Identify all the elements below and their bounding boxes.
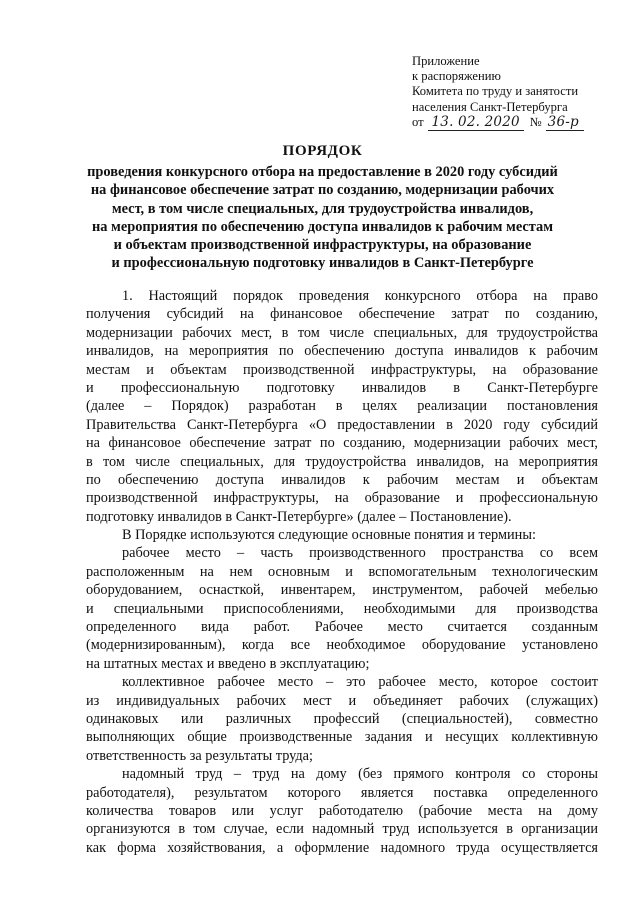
paragraph-line: местам и объектам производственной инфраструктуры, на образование <box>86 361 598 378</box>
paragraph-line: в том числе специальных, для трудоустройства инвалидов, на мероприятия <box>86 453 598 470</box>
paragraph-line: и специальными приспособлениями, необходимыми для производства <box>86 600 598 617</box>
paragraph-line: из индивидуальных рабочих мест и объединяет рабочих (служащих) <box>86 692 598 709</box>
from-label: от <box>412 114 424 129</box>
paragraph-line: Правительства Санкт-Петербурга «О предоставлении в 2020 году субсидий <box>86 416 598 433</box>
paragraph-line: получения субсидий на финансовое обеспечение затрат по созданию, <box>86 306 598 323</box>
paragraph-line: подготовку инвалидов в Санкт-Петербурге» (далее – Постановление). <box>86 508 512 525</box>
paragraph-line: 1. Настоящий порядок проведения конкурсного отбора на право <box>122 288 598 304</box>
appendix-line-3: Комитета по труду и занятости <box>412 84 579 99</box>
title-line: и профессиональную подготовку инвалидов в Санкт-Петербурге <box>111 255 534 272</box>
paragraph-line: количества товаров или услуг работодателю (рабочие места на дому <box>86 802 598 819</box>
paragraph-line: на штатных местах и введено в эксплуатацию; <box>86 655 370 672</box>
paragraph-line: выполняющих общие производственные задания и несущих коллективную <box>86 729 598 746</box>
paragraph-line: модернизации рабочих мест, в том числе специальных, для трудоустройства <box>86 324 598 341</box>
paragraph-line: ответственность за результаты труда; <box>86 747 314 764</box>
paragraph-line: надомный труд – труд на дому (без прямого контроля со стороны <box>122 766 598 783</box>
paragraph-line: на финансовое обеспечение затрат по созданию, модернизации рабочих мест, <box>86 435 598 452</box>
appendix-line-2: к распоряжению <box>412 69 501 84</box>
appendix-date-row <box>412 115 612 131</box>
title-line: на мероприятия по обеспечению доступа инвалидов к рабочим местам <box>91 218 554 235</box>
title-line: мест, в том числе специальных, для трудоустройства инвалидов, <box>111 200 534 217</box>
paragraph-line: производственной инфраструктуры, на образование и профессиональную <box>86 490 598 507</box>
paragraph-line: по обеспечению доступа инвалидов к рабочим местам и объектам <box>86 471 598 488</box>
paragraph-line: определенного вида работ. Рабочее место считается созданным <box>86 619 598 636</box>
paragraph-line: (модернизированным), когда все необходимое оборудование установлено <box>86 637 598 654</box>
appendix-line-4: населения Санкт-Петербурга <box>412 99 568 114</box>
appendix-line-1: Приложение <box>412 54 480 68</box>
document-title <box>60 142 585 272</box>
paragraph-line: рабочее место – часть производственного пространства со всем <box>122 545 598 562</box>
number-label: № <box>529 114 542 129</box>
handwritten-date: 13. 02. 2020 <box>428 115 524 131</box>
title-heading: ПОРЯДОК <box>282 143 363 159</box>
paragraph-line: организуются в том случае, если надомный труд используется в организации <box>86 821 598 838</box>
paragraph-line: В Порядке используются следующие основные понятия и термины: <box>122 527 536 544</box>
paragraph-line: работодателя), результатом которого является поставка определенного <box>86 784 598 801</box>
title-line: на финансовое обеспечение затрат по созданию, модернизации рабочих <box>90 182 555 199</box>
title-line: проведения конкурсного отбора на предоставление в 2020 году субсидий <box>87 164 558 181</box>
paragraph-line: как форма хозяйствования, а оформление надомного труда осуществляется <box>86 839 598 856</box>
paragraph-line: коллективное рабочее место – это рабочее место, которое состоит <box>122 674 598 691</box>
paragraph-line: и профессиональную подготовку инвалидов в Санкт-Петербурге <box>86 379 598 396</box>
document-body <box>86 287 598 857</box>
appendix-block <box>412 54 612 131</box>
paragraph-line: оборудованием, оснасткой, инвентарем, инструментом, рабочей мебелью <box>86 582 598 599</box>
paragraph-line: одинаковых или различных профессий (специальностей), совместно <box>86 710 598 727</box>
paragraph-line: (далее – Порядок) разработан в целях реализации постановления <box>86 398 598 415</box>
title-line: и объектам производственной инфраструктуры, на образование <box>113 237 532 254</box>
paragraph-line: расположенным на нем основным и вспомогательным технологическим <box>86 563 598 580</box>
paragraph-line: инвалидов, на мероприятия по обеспечению доступа инвалидов к рабочим <box>86 343 598 360</box>
handwritten-number: 36-р <box>546 115 584 131</box>
